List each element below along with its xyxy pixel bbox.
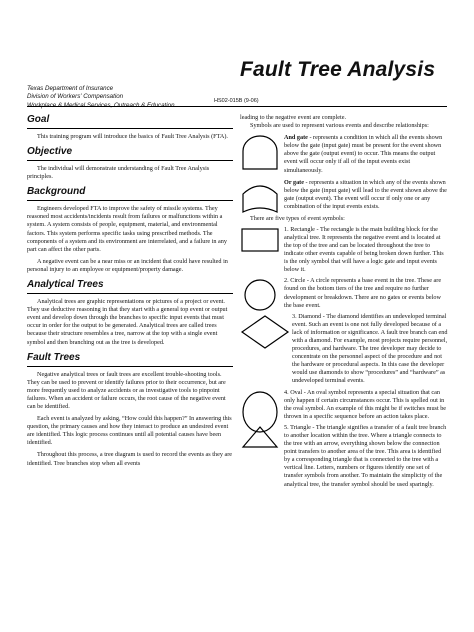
diamond-entry bbox=[240, 313, 448, 386]
background-paragraph-1: Engineers developed FTA to improve the safety of missile systems. They reasoned most accidents/incidents result from failures or malfunctions within a system. A system consists of people, equipment, material, and environmental factors. This system performs specific tasks using prescribed methods. The components of a system and its environment are interrelated, and a failure in any part can affect the other parts. bbox=[27, 205, 227, 253]
rectangle-icon bbox=[240, 227, 280, 253]
objective-text: The individual will demonstrate understanding of Fault Tree Analysis principles. bbox=[27, 165, 210, 181]
circle-entry bbox=[240, 277, 448, 309]
or-gate-description: - represents a situation in which any of the events shown below the gate (input gate) will lead to the event shown above the gate (output event). The event will occur if only one or any combination of the input events exists. bbox=[284, 178, 447, 210]
analytical-trees-text: Analytical trees are graphic representations or pictures of a project or event. They use deductive reasoning in that they start with a general top event or output event and develop down through the branches to specific input events that must occur in order for the output to be generated. Analytical trees are called trees because their structure resembles a tree, narrow at the top with a single event symbol and then branching out as the tree is developed. bbox=[27, 298, 228, 346]
diamond-icon bbox=[240, 314, 290, 350]
fault-trees-paragraph-3: Throughout this process, a tree diagram is used to record the events as they are identified. Tree branches stop when all events bbox=[27, 451, 233, 467]
diamond-description: 3. Diamond - The diamond identifies an undeveloped terminal event. Such an event is one not fully developed because of a lack of information or significance. A fault tree branch can end with a diamond. For example, most projects require personnel, procedures, and hardware. The tree developer may decide to concentrate on the personnel aspect of the procedure and not the hardware or procedural aspects. In this case the developer would use diamonds to show “procedures” and “hardware” as undeveloped terminal events. bbox=[292, 312, 448, 385]
objective-section bbox=[27, 146, 233, 181]
or-gate-entry bbox=[240, 179, 448, 215]
analytical-trees-section bbox=[27, 279, 233, 347]
page-title: Fault Tree Analysis bbox=[240, 58, 436, 81]
triangle-entry bbox=[240, 424, 448, 489]
background-heading: Background bbox=[27, 186, 233, 201]
right-column bbox=[240, 114, 448, 489]
header-divider bbox=[27, 106, 447, 107]
goal-section bbox=[27, 114, 233, 141]
and-gate-term: And gate bbox=[284, 134, 308, 142]
fault-trees-paragraph-2: Each event is analyzed by asking, “How could this happen?” In answering this question, the primary causes and how they interact to produce an undesired event are identified. This logic process continues until all potential causes have been identified. bbox=[27, 415, 232, 447]
org-line-2: Division of Workers' Compensation bbox=[27, 93, 124, 101]
rectangle-entry bbox=[240, 226, 448, 275]
fault-trees-heading: Fault Trees bbox=[27, 352, 233, 367]
circle-description: 2. Circle - A circle represents a base event in the tree. These are found on the bottom tiers of the tree and require no further development or breakdown. There are no gates or events below the base event. bbox=[284, 277, 442, 309]
symbols-intro: Symbols are used to represent various events and describe relationships: bbox=[250, 122, 429, 130]
oval-entry bbox=[240, 389, 448, 421]
triangle-icon bbox=[240, 425, 280, 449]
goal-text: This training program will introduce the basics of Fault Tree Analysis (FTA). bbox=[37, 133, 228, 140]
org-line-1: Texas Department of Insurance bbox=[27, 85, 114, 92]
triangle-description: 5. Triangle - The triangle signifies a transfer of a fault tree branch to another location within the tree. Where a triangle connects to the tree with an arrow, everything shown below the connection point transfers to another area of the tree. This area is identified by a corresponding triangle that is connected to the tree with a vertical line. Letters, numbers or figures identify one set of transfer symbols from another. To maintain the simplicity of the analytical tree, the transfer symbol should be used sparingly. bbox=[284, 423, 447, 488]
objective-heading: Objective bbox=[27, 146, 233, 161]
analytical-trees-heading: Analytical Trees bbox=[27, 279, 233, 294]
or-gate-icon bbox=[240, 180, 280, 214]
oval-description: 4. Oval - An oval symbol represents a special situation that can only happen if certain circumstances occur. This is spelled out in the oval symbol. An example of this might be if switches must be thrown in a specific sequence before an action takes place. bbox=[284, 388, 447, 420]
fault-trees-section bbox=[27, 352, 233, 468]
goal-heading: Goal bbox=[27, 114, 233, 129]
background-section bbox=[27, 186, 233, 274]
background-paragraph-2: A negative event can be a near miss or an incident that could have resulted in personal injury to an employee or equipment/property damage. bbox=[27, 257, 228, 273]
fault-trees-paragraph-1: Negative analytical trees or fault trees are excellent trouble-shooting tools. They can be used to prevent or identify failures prior to their occurrence, but are more frequently used to analyze accidents or as investigative tools to pinpoint failures. When an accident or failure occurs, the root cause of the negative event can be identified. bbox=[27, 370, 226, 410]
and-gate-icon bbox=[240, 135, 280, 171]
form-code: HS02-015B (9-06) bbox=[214, 98, 259, 104]
continued-text: leading to the negative event are complete. bbox=[240, 114, 347, 121]
event-types-intro: There are five types of event symbols: bbox=[250, 214, 345, 222]
left-column bbox=[27, 114, 233, 473]
rectangle-description: 1. Rectangle - The rectangle is the main building block for the analytical tree. It represents the negative event and is located at the top of the tree and can be located throughout the tree to indicate other events capable of being broken down further. This is the only symbol that will have a logic gate and input events below it. bbox=[284, 225, 444, 274]
or-gate-term: Or gate bbox=[284, 178, 304, 186]
circle-icon bbox=[240, 278, 280, 312]
and-gate-description: - represents a condition in which all the events shown below the gate (input gate) must be present for the event shown above the gate (output event) to occur. This means the output event will occur only if all of the input events exist simultaneously. bbox=[284, 134, 443, 174]
and-gate-entry bbox=[240, 134, 448, 174]
